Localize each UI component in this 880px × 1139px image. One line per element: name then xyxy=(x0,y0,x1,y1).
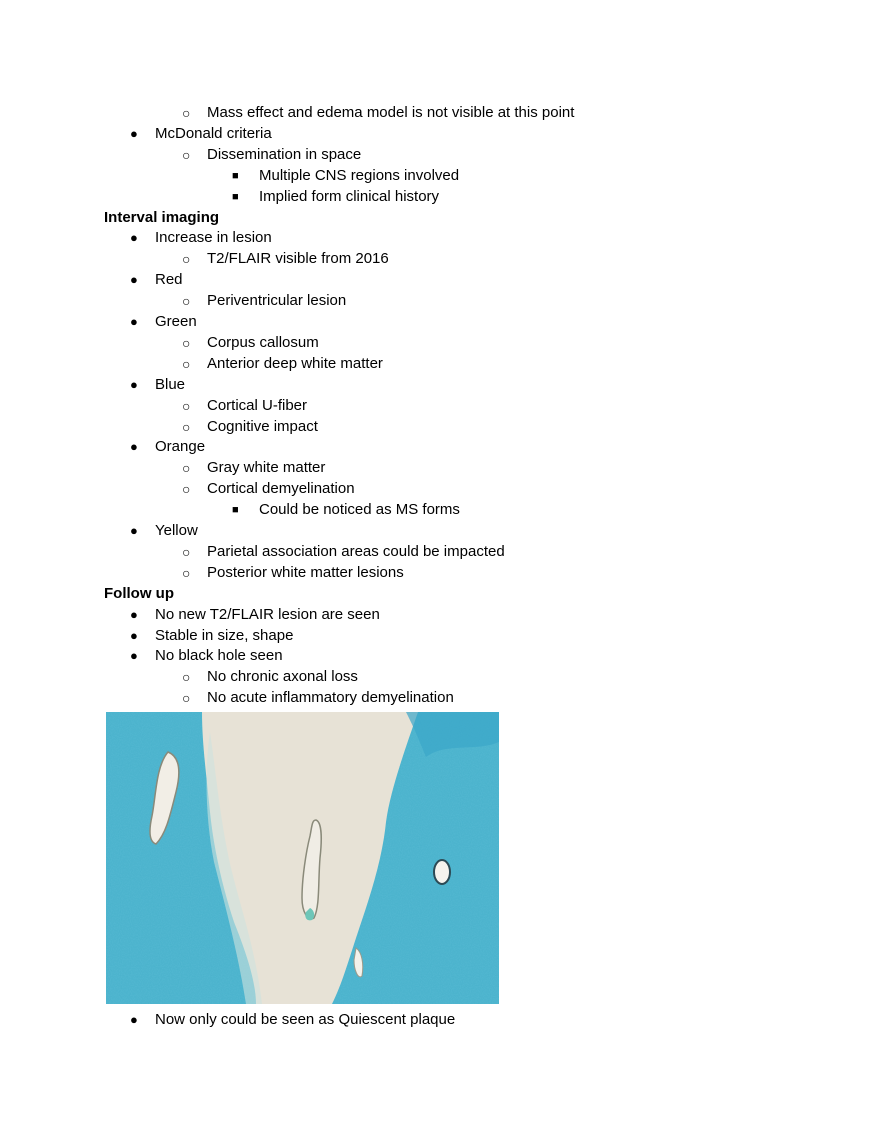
bullet-marker: ● xyxy=(130,125,138,141)
list-item xyxy=(232,187,440,207)
list-item xyxy=(130,626,294,646)
list-item xyxy=(130,605,380,625)
bullet-marker: ○ xyxy=(182,105,191,121)
list-item xyxy=(182,145,362,165)
bullet-marker: ○ xyxy=(182,334,191,351)
bullet-marker: ○ xyxy=(182,355,191,372)
bullet-marker: ● xyxy=(130,439,138,455)
list-item xyxy=(182,396,308,416)
list-item xyxy=(182,479,355,499)
list-item xyxy=(232,166,460,186)
list-item-text: Anterior deep white matter xyxy=(207,354,383,372)
bullet-marker: ● xyxy=(130,648,138,664)
list-item-text: Multiple CNS regions involved xyxy=(259,166,460,184)
list-item-text: Posterior white matter lesions xyxy=(207,563,404,581)
bullet-marker: ● xyxy=(130,627,138,643)
list-item-text: Yellow xyxy=(155,522,198,539)
bullet-marker: ● xyxy=(130,314,138,329)
list-item-text: Dissemination in space xyxy=(207,145,362,163)
section-heading xyxy=(104,208,219,228)
list-item xyxy=(130,124,272,144)
bullet-marker: ○ xyxy=(182,481,191,498)
section-heading xyxy=(104,584,174,604)
bullet-marker: ■ xyxy=(232,169,239,182)
vessel xyxy=(434,860,450,884)
bullet-marker: ○ xyxy=(182,690,191,707)
list-item-text: Cortical demyelination xyxy=(207,480,355,498)
list-item-text: McDonald criteria xyxy=(155,124,272,142)
list-item-text: Could be noticed as MS forms xyxy=(259,501,460,519)
bullet-marker: ● xyxy=(130,376,138,392)
list-item xyxy=(130,646,283,666)
bullet-marker: ○ xyxy=(182,564,191,581)
bullet-marker: ○ xyxy=(182,146,191,163)
histology-image xyxy=(106,712,499,1004)
bullet-marker: ● xyxy=(130,230,138,246)
list-item-text: Corpus callosum xyxy=(207,333,319,351)
list-item xyxy=(182,291,347,311)
bullet-marker: ● xyxy=(130,1012,138,1027)
heading-text: Follow up xyxy=(104,584,174,602)
bullet-marker: ○ xyxy=(182,397,191,414)
bullet-marker: ● xyxy=(130,272,138,288)
list-item-text: Blue xyxy=(155,375,186,393)
list-item-text: Parietal association areas could be impacted xyxy=(207,542,505,560)
list-item-text: Stable in size, shape xyxy=(155,626,294,644)
bullet-marker: ○ xyxy=(182,460,191,477)
list-item-text: No new T2/FLAIR lesion are seen xyxy=(155,605,380,623)
list-item xyxy=(232,500,460,520)
list-item-text: No acute inflammatory demyelination xyxy=(207,689,454,707)
list-item-text: Cognitive impact xyxy=(207,417,318,435)
list-item-text: Now only could be seen as Quiescent plaque xyxy=(155,1011,456,1028)
bullet-marker: ■ xyxy=(232,190,239,203)
list-item xyxy=(182,249,389,269)
list-item-text: Periventricular lesion xyxy=(207,292,347,310)
list-item xyxy=(182,542,505,562)
list-item xyxy=(130,270,183,290)
list-item-text: Green xyxy=(155,313,197,330)
list-item xyxy=(182,354,383,374)
bullet-marker: ○ xyxy=(182,543,191,560)
list-item-text: No chronic axonal loss xyxy=(207,668,358,686)
list-item xyxy=(182,333,319,353)
list-item xyxy=(130,521,198,541)
list-item xyxy=(182,103,575,123)
bullet-marker: ● xyxy=(130,523,138,538)
list-item-text: Implied form clinical history xyxy=(259,187,440,205)
list-item-text: Increase in lesion xyxy=(155,229,272,247)
list-item-text: Cortical U-fiber xyxy=(207,396,308,414)
bullet-marker: ○ xyxy=(182,293,191,310)
list-item xyxy=(182,417,318,437)
list-item xyxy=(182,563,404,583)
bullet-marker: ■ xyxy=(232,504,239,517)
bullet-marker: ○ xyxy=(182,418,191,435)
list-item-text: Red xyxy=(155,271,183,289)
bullet-marker: ○ xyxy=(182,251,191,268)
bullet-marker: ○ xyxy=(182,669,191,686)
list-item xyxy=(130,1010,456,1030)
list-item-text: Gray white matter xyxy=(207,459,326,477)
list-item-text: No black hole seen xyxy=(155,647,283,665)
list-item-text: T2/FLAIR visible from 2016 xyxy=(207,250,389,268)
list-item xyxy=(130,312,197,332)
list-item xyxy=(130,437,206,457)
list-item xyxy=(130,375,186,395)
list-item-text: Mass effect and edema model is not visible at this point xyxy=(207,104,575,121)
list-item-text: Orange xyxy=(155,438,206,456)
list-item xyxy=(182,667,358,687)
list-item xyxy=(182,688,454,708)
bullet-marker: ● xyxy=(130,606,138,622)
heading-text: Interval imaging xyxy=(104,208,220,226)
list-item xyxy=(130,228,272,248)
list-item xyxy=(182,458,326,478)
